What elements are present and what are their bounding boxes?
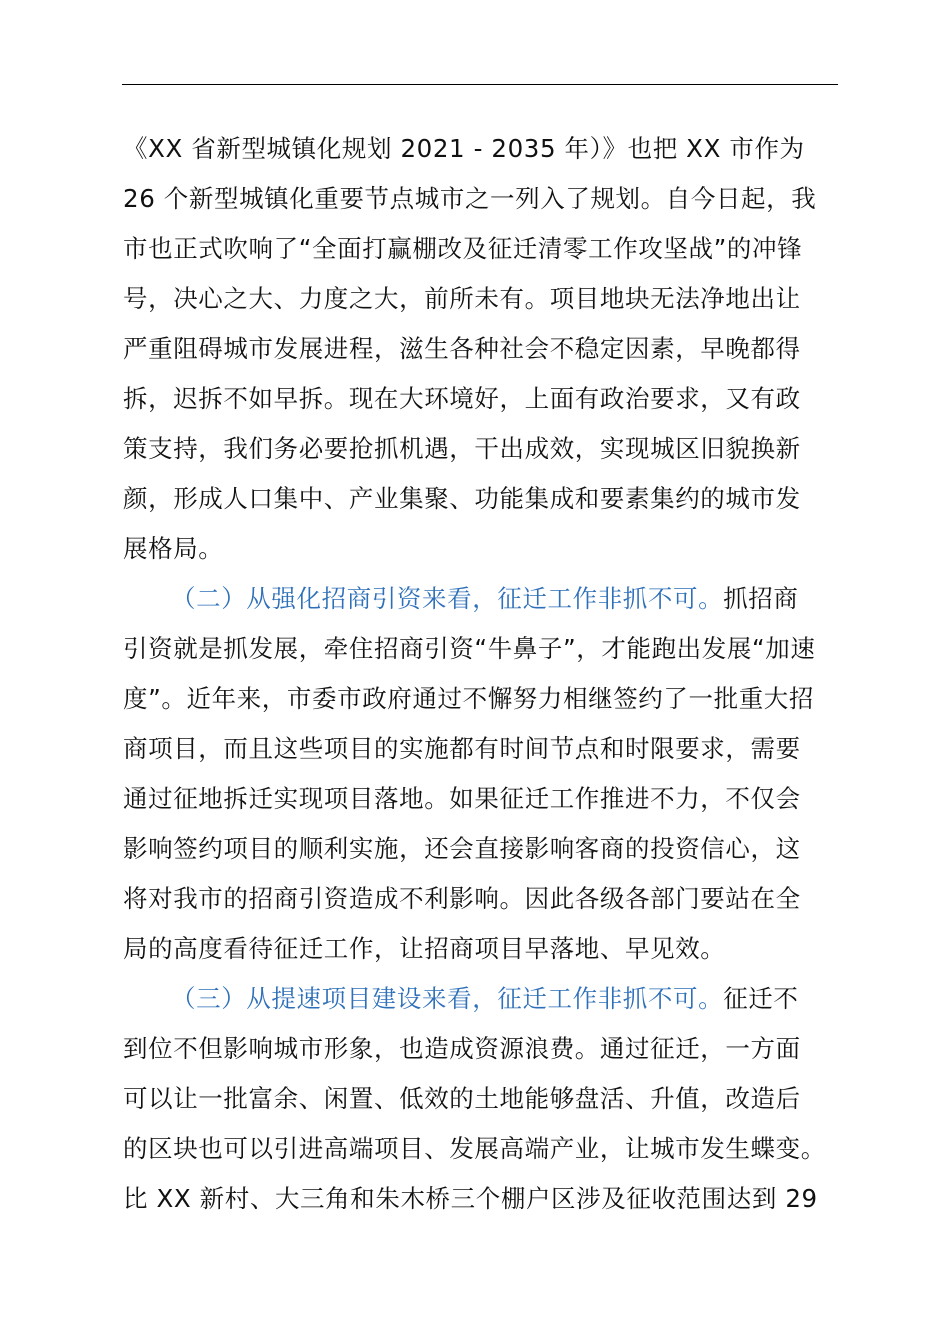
text-line: 颜，形成人口集中、产业集聚、功能集成和要素集约的城市发 [123,484,801,513]
paragraph-3 [123,974,853,1224]
text-line: 商项目，而且这些项目的实施都有时间节点和时限要求，需要 [123,734,801,763]
text-line: 到位不但影响城市形象，也造成资源浪费。通过征迁，一方面 [123,1034,801,1063]
text-line: 比 XX 新村、大三角和朱木桥三个棚户区涉及征收范围达到 29 [123,1184,818,1213]
section-heading-2: （二）从强化招商引资来看，征迁工作非抓不可。 [171,584,724,613]
paragraph-2 [123,574,853,974]
text-run: 征迁不 [723,984,799,1013]
text-line: 局的高度看待征迁工作，让招商项目早落地、早见效。 [123,934,726,963]
text-line-first [123,574,853,624]
section-heading-3: （三）从提速项目建设来看，征迁工作非抓不可。 [171,984,724,1013]
text-line: 影响签约项目的顺利实施，还会直接影响客商的投资信心，这 [123,834,801,863]
text-line: 严重阻碍城市发展进程，滋生各种社会不稳定因素，早晚都得 [123,334,801,363]
paragraph-1 [123,124,853,574]
text-line: 市也正式吹响了“全面打赢棚改及征迁清零工作攻坚战”的冲锋 [123,234,803,263]
text-line: 的区块也可以引进高端项目、发展高端产业，让城市发生蝶变。 [123,1134,826,1163]
text-line: 将对我市的招商引资造成不利影响。因此各级各部门要站在全 [123,884,801,913]
text-line: 度”。近年来，市委市政府通过不懈努力相继签约了一批重大招 [123,684,814,713]
text-line-first [123,974,853,1024]
text-line: 展格局。 [123,534,224,563]
text-line: 引资就是抓发展，牵住招商引资“牛鼻子”，才能跑出发展“加速 [123,634,816,663]
text-line: 拆，迟拆不如早拆。现在大环境好，上面有政治要求，又有政 [123,384,801,413]
header-rule [122,84,838,85]
text-line: 26 个新型城镇化重要节点城市之一列入了规划。自今日起，我 [123,184,817,213]
text-line: 号，决心之大、力度之大，前所未有。项目地块无法净地出让 [123,284,801,313]
text-line: 通过征地拆迁实现项目落地。如果征迁工作推进不力，不仅会 [123,784,801,813]
document-body [123,124,853,1224]
text-line: 《XX 省新型城镇化规划 2021 - 2035 年）》也把 XX 市作为 [123,134,805,163]
text-run: 抓招商 [723,584,799,613]
text-line: 可以让一批富余、闲置、低效的土地能够盘活、升值，改造后 [123,1084,801,1113]
text-line: 策支持，我们务必要抢抓机遇，干出成效，实现城区旧貌换新 [123,434,801,463]
